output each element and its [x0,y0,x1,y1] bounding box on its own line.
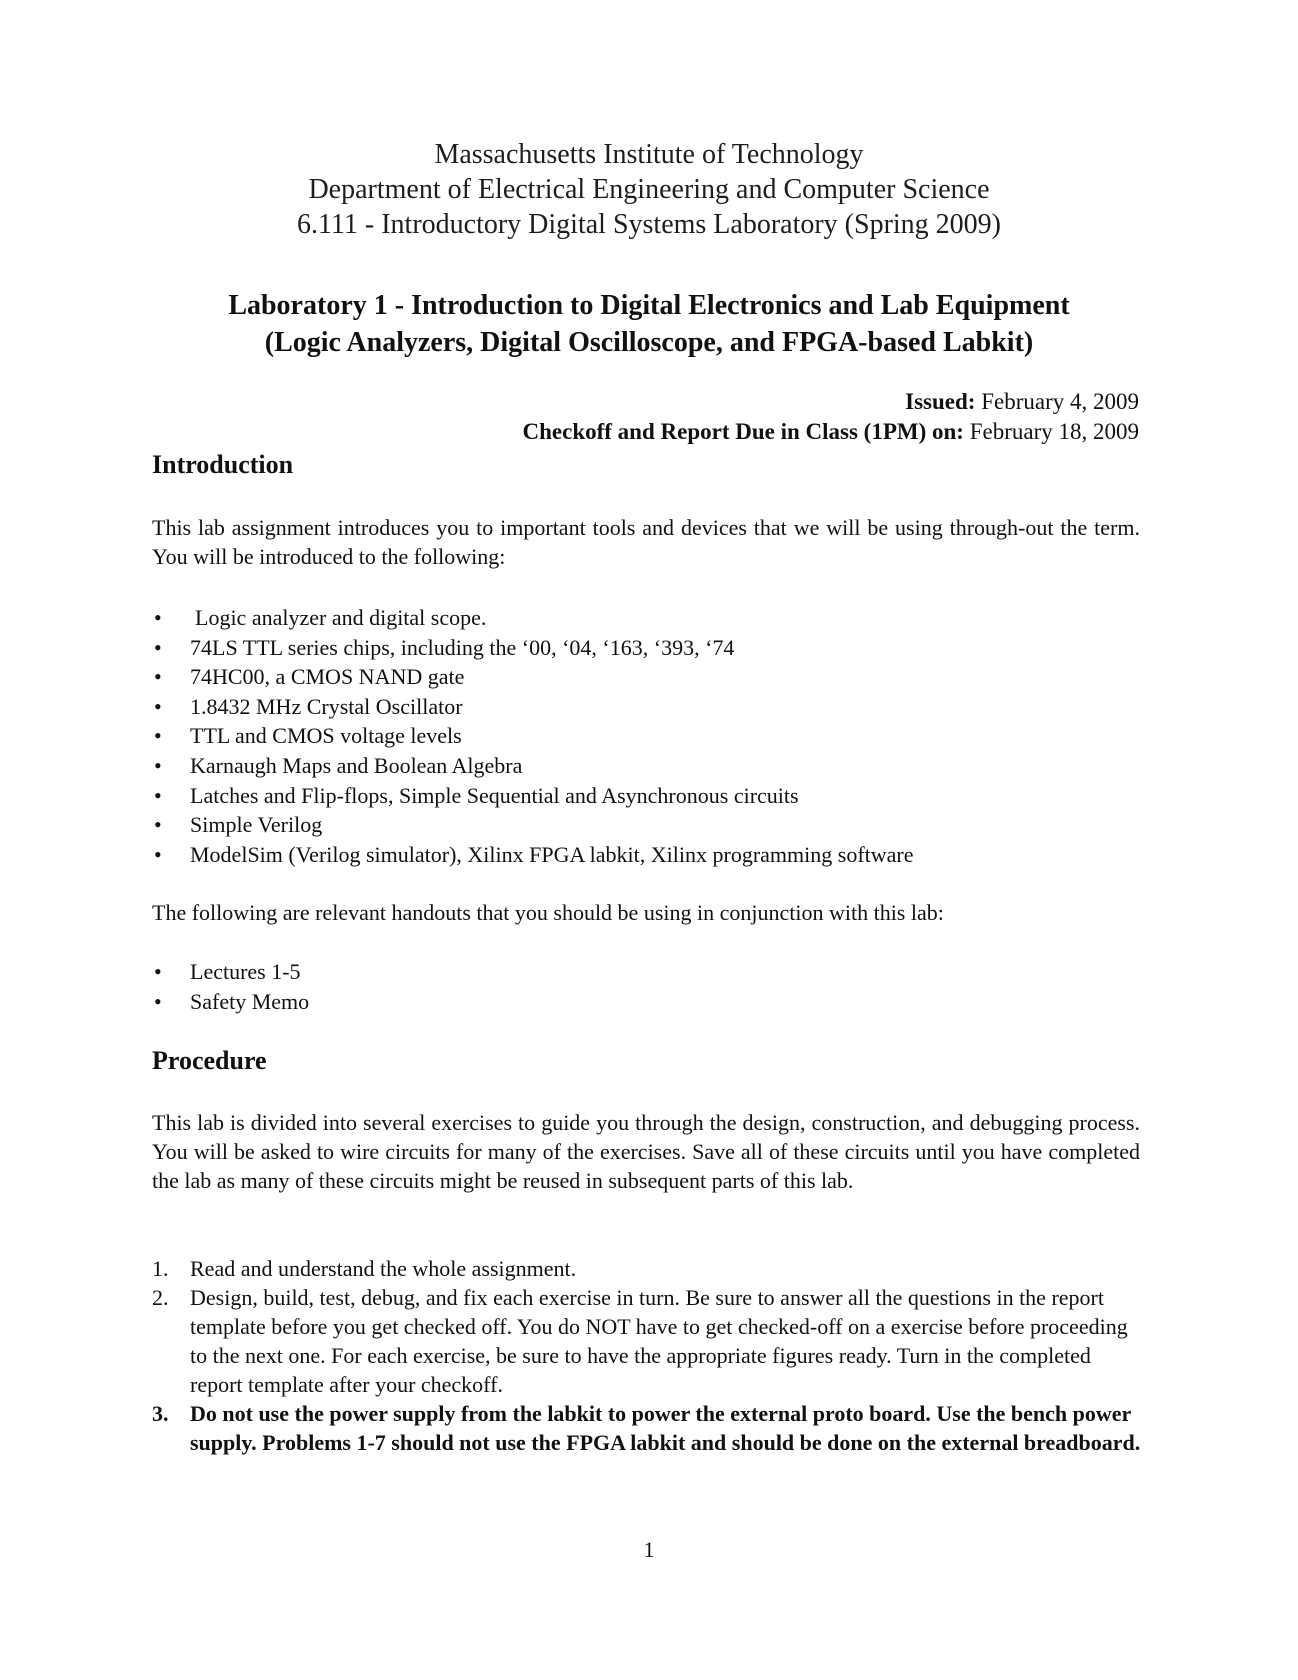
due-date-line [300,417,1139,447]
list-item: • Safety Memo [152,987,1142,1017]
bullet-icon: • [154,812,162,838]
bullet-icon: • [154,723,162,749]
bullet-icon: • [154,693,162,719]
department-name: Department of Electrical Engineering and Computer Science [308,174,990,205]
course-name: 6.111 - Introductory Digital Systems Laboratory (Spring 2009) [296,209,1002,240]
lab-title-line-2: (Logic Analyzers, Digital Oscilloscope, and FPGA-based Labkit) [264,327,1034,358]
page-number: 1 [643,1537,655,1562]
bullet-icon: • [154,959,162,984]
bullet-icon: • [154,634,162,660]
procedure-step [152,1399,1142,1457]
bullet-icon: • [154,752,162,778]
introduction-paragraph: This lab assignment introduces you to important tools and devices that we will be using through-out the term. You will be introduced to the following: [152,515,1140,569]
step-number: 2. [152,1285,169,1310]
list-item: • Lectures 1-5 [152,957,1142,987]
institution-header [0,137,1298,242]
topics-list [152,603,1142,869]
step-number: 3. [152,1401,169,1426]
list-item: • Karnaugh Maps and Boolean Algebra [152,751,1142,781]
procedure-paragraph: This lab is divided into several exercises to guide you through the design, construction, and debugging process. You will be asked to wire circuits for many of the exercises. Save all of these circuits until you have completed the lab as many of these circuits might be reused in subsequent parts of this lab. [152,1110,1140,1193]
bullet-icon: • [154,605,162,630]
bullet-icon: • [154,664,162,690]
list-item: • 1.8432 MHz Crystal Oscillator [152,692,1142,722]
list-item: • Logic analyzer and digital scope. [152,603,1142,633]
issued-value: February 4, 2009 [981,389,1139,414]
lab-title-line-1: Laboratory 1 - Introduction to Digital Electronics and Lab Equipment [228,290,1070,321]
introduction-heading: Introduction [152,450,294,479]
step-text: Read and understand the whole assignment. [190,1256,577,1281]
step-text: Do not use the power supply from the labkit to power the external proto board. Use the bench power supply. Problems 1-7 should not use the FPGA labkit and should be done on the external breadboard. [190,1401,1141,1455]
list-item: • TTL and CMOS voltage levels [152,721,1142,751]
bullet-icon: • [154,782,162,808]
procedure-step [152,1283,1142,1399]
handouts-list [152,957,1142,1016]
list-item: • Latches and Flip-flops, Simple Sequential and Asynchronous circuits [152,781,1142,811]
issued-label: Issued: [905,389,976,414]
list-item: • ModelSim (Verilog simulator), Xilinx FPGA labkit, Xilinx programming software [152,840,1142,870]
step-number: 1. [152,1256,169,1281]
lab-title [0,287,1298,361]
due-value: February 18, 2009 [969,419,1139,444]
due-label: Checkoff and Report Due in Class (1PM) on: [522,419,964,444]
procedure-heading: Procedure [152,1046,267,1075]
list-item: • 74HC00, a CMOS NAND gate [152,662,1142,692]
step-text: Design, build, test, debug, and fix each exercise in turn. Be sure to answer all the questions in the report template before you get checked off. You do NOT have to get checked-off on a exercise before proceeding to the next one. For each exercise, be sure to have the appropriate figures ready. Turn in the completed report template after your checkoff. [190,1285,1128,1397]
dates-block [300,387,1139,447]
bullet-icon: • [154,988,162,1014]
issued-date-line [300,387,1139,417]
handouts-paragraph: The following are relevant handouts that you should be using in conjunction with this lab: [152,900,944,925]
procedure-step [152,1254,1142,1283]
list-item: • 74LS TTL series chips, including the ‘00, ‘04, ‘163, ‘393, ‘74 [152,633,1142,663]
institution-name: Massachusetts Institute of Technology [434,139,864,170]
list-item: • Simple Verilog [152,810,1142,840]
procedure-steps [152,1254,1142,1457]
bullet-icon: • [154,841,162,867]
